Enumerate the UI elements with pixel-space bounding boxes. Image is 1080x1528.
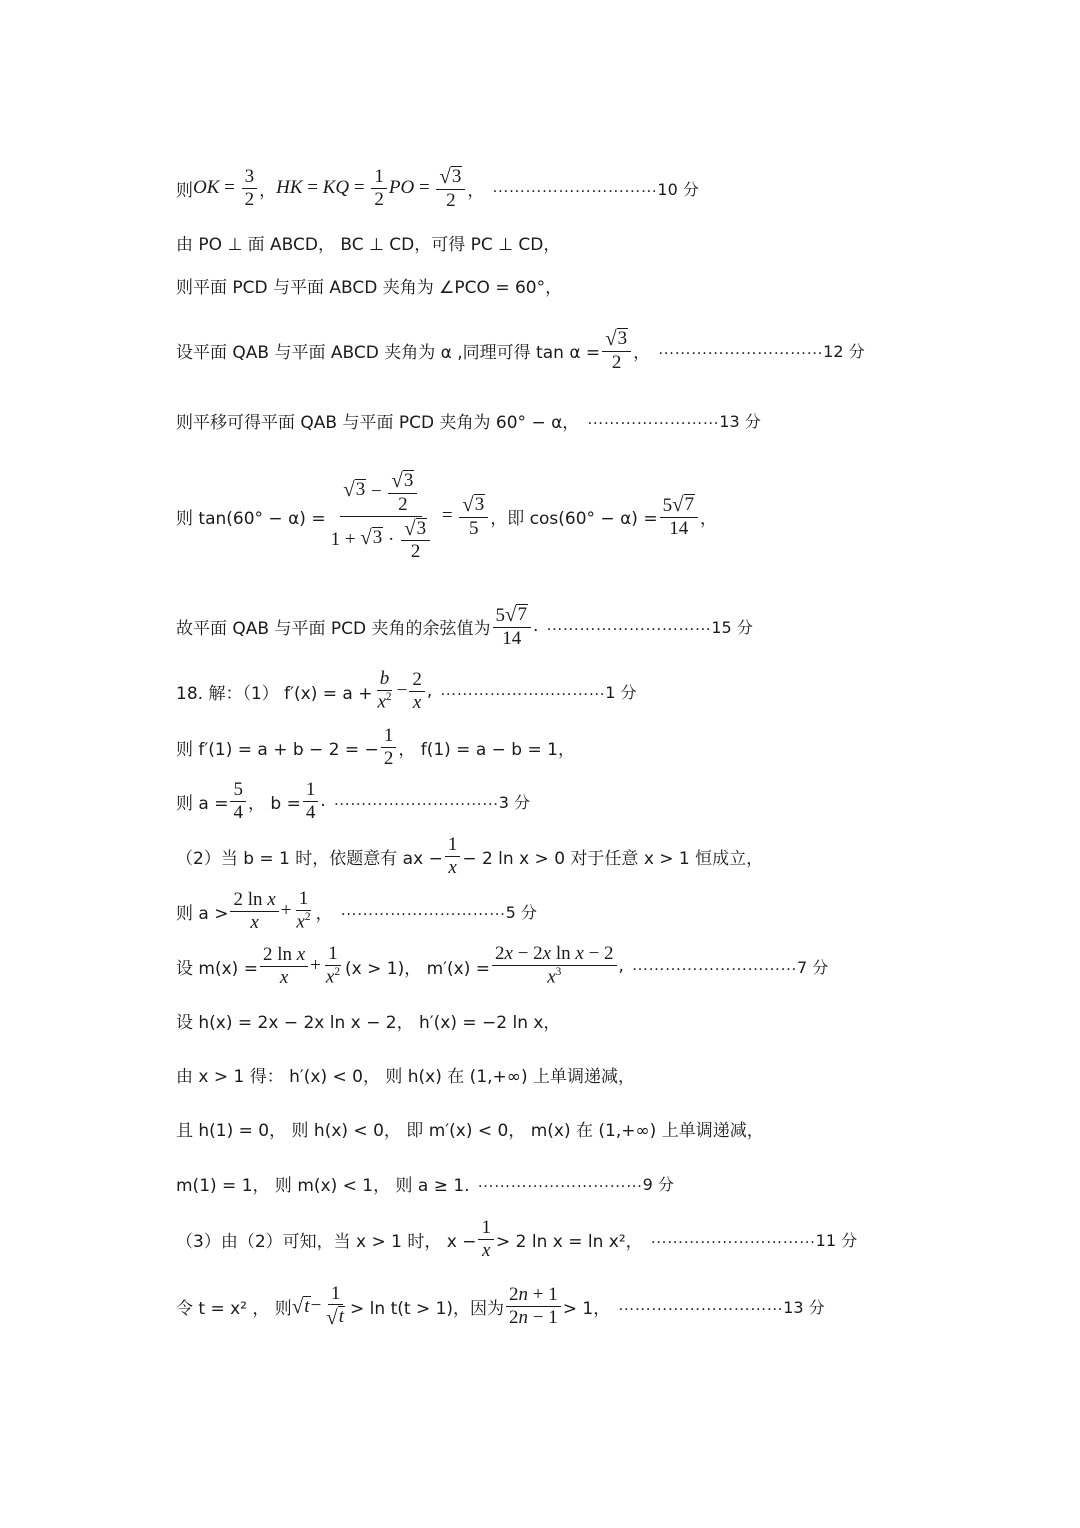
text: 则 [176,180,193,201]
dot-leader: ………………………… [477,1174,643,1191]
text: > 1， [562,1298,611,1319]
dot-leader: ………………………… [340,902,506,919]
dot-leader: ………………………… [333,792,499,809]
dot-leader: ………………………… [650,1230,816,1247]
dot-leader: ………………………… [631,957,797,974]
text: 令 t = x² ， 则 [176,1298,292,1319]
text: 则 tan(60° − α) = [176,508,326,529]
dot-leader: …………………… [587,411,720,428]
text: > 2 ln x = ln x²， [495,1231,643,1252]
dot-leader: ………………………… [440,682,606,699]
dot-leader: ………………………… [618,1297,784,1314]
score: 13 分 [783,1297,825,1317]
line-7: 故平面 QAB 与平面 PCD 夹角的余弦值为 5 √ 7 14 . ………………………… 15 分 [176,601,753,649]
text: 且 h(1) = 0， 则 h(x) < 0， 即 m′(x) < 0， m(x) 在 (1,+∞) 上单调递减， [176,1120,764,1141]
line-9: 则 f′(1) = a + b − 2 = − $\frac{1}{2}$ ， f(1) = a − b = 1， [176,724,575,769]
text: （2）当 b = 1 时，依题意有 ax − [176,848,443,869]
text: 设 h(x) = 2x − 2x ln x − 2， h′(x) = −2 ln x， [176,1012,561,1033]
line-13: 设 m(x) = $\frac{\text{2 ln x}}{x}$ + $\frac{1}{x^2}$ (x > 1)， m′(x) = $\frac{\text{2x − 2x ln x − 2}}{x^3}$ , ………………………… 7 分 [176,943,829,988]
score: 15 分 [711,617,753,637]
dot-leader: ………………………… [658,341,824,358]
score: 11 分 [815,1230,858,1250]
line-1: 则 OK = $\frac{3}{2}$ ， HK = KQ = $\frac{1}{2}$ PO = √ 3 2 ， ………………………… 10 分 [176,163,699,211]
text: ， f(1) = a − b = 1， [398,739,575,760]
text: 设 m(x) = [176,958,258,979]
text: 由 PO ⊥ 面 ABCD， BC ⊥ CD，可得 PC ⊥ CD， [176,234,561,255]
line-12: 则 a > $\frac{\text{2 ln x}}{x}$ + $\frac{1}{x^2}$ ， ………………………… 5 分 [176,888,537,933]
text: > ln t(t > 1)，因为 [350,1298,505,1319]
text: 故平面 QAB 与平面 PCD 夹角的余弦值为 [176,618,491,639]
text: ， b = [247,793,301,814]
line-19: 令 t = x² ， 则 √ t − 1 √ t > ln t(t > 1)，因为 $\frac{2n + 1}{2n - 1}$ > 1， ………………………… 13 分 [176,1282,825,1329]
score: 13 分 [719,411,761,431]
line-3 [176,255,562,315]
score: 7 分 [796,957,829,977]
line-10: 则 a = $\frac{5}{4}$ ， b = $\frac{1}{4}$ . ………………………… 3 分 [176,778,531,823]
score: 9 分 [642,1174,674,1194]
text: (x > 1)， m′(x) = [345,958,491,979]
line-4: 设平面 QAB 与平面 ABCD 夹角为 α ,同理可得 tan α = √ 3 2 ， ………………………… 12 分 [176,325,865,373]
text: − 2 ln x > 0 对于任意 x > 1 恒成立， [462,848,764,869]
score: 10 分 [657,179,699,199]
dot-leader: ………………………… [546,617,712,634]
text: 则 a > [176,903,229,924]
line-17 [176,1153,674,1213]
text: 设平面 QAB 与平面 ABCD 夹角为 α ,同理可得 tan α = [176,342,601,363]
text: 18. 解：（1） f′(x) = a + [176,683,373,704]
score: 5 分 [505,902,537,922]
line-5 [176,390,761,450]
text: 由 x > 1 得： h′(x) < 0， 则 h(x) 在 (1,+∞) 上单调递减， [176,1066,635,1087]
line-8: 18. 解：（1） f′(x) = a + $\frac{b}{x^2}$ − $\frac{2}{x}$ , ………………………… 1 分 [176,668,637,713]
line-11: （2）当 b = 1 时，依题意有 ax − $\frac{1}{x}$ − 2 ln x > 0 对于任意 x > 1 恒成立， [176,833,764,878]
score: 12 分 [823,341,865,361]
text: 则平移可得平面 QAB 与平面 PCD 夹角为 60° − α， [176,412,580,433]
line-6: 则 tan(60° − α) = √ 3 − √ 3 2 1 + √ 3 · √ 3 2 = √ 3 5 ，即 cos(60° − α) = 5 √ 7 14 ， [176,467,718,563]
dot-leader: ………………………… [492,179,658,196]
line-18: （3）由（2）可知，当 x > 1 时， x − $\frac{1}{x}$ > 2 ln x = ln x²， ………………………… 11 分 [176,1216,858,1261]
line-14 [176,990,560,1050]
score: 1 分 [605,682,637,702]
line-16 [176,1098,764,1158]
text: 则平面 PCD 与平面 ABCD 夹角为 ∠PCO = 60°， [176,277,563,298]
score: 3 分 [498,792,531,812]
line-15 [176,1044,635,1104]
text: 则 a = [176,793,229,814]
text: m(1) = 1， 则 m(x) < 1， 则 a ≥ 1. [176,1175,470,1196]
text: （3）由（2）可知，当 x > 1 时， x − [176,1231,477,1252]
text: ，即 cos(60° − α) = [490,508,658,529]
text: 则 f′(1) = a + b − 2 = − [176,739,379,760]
